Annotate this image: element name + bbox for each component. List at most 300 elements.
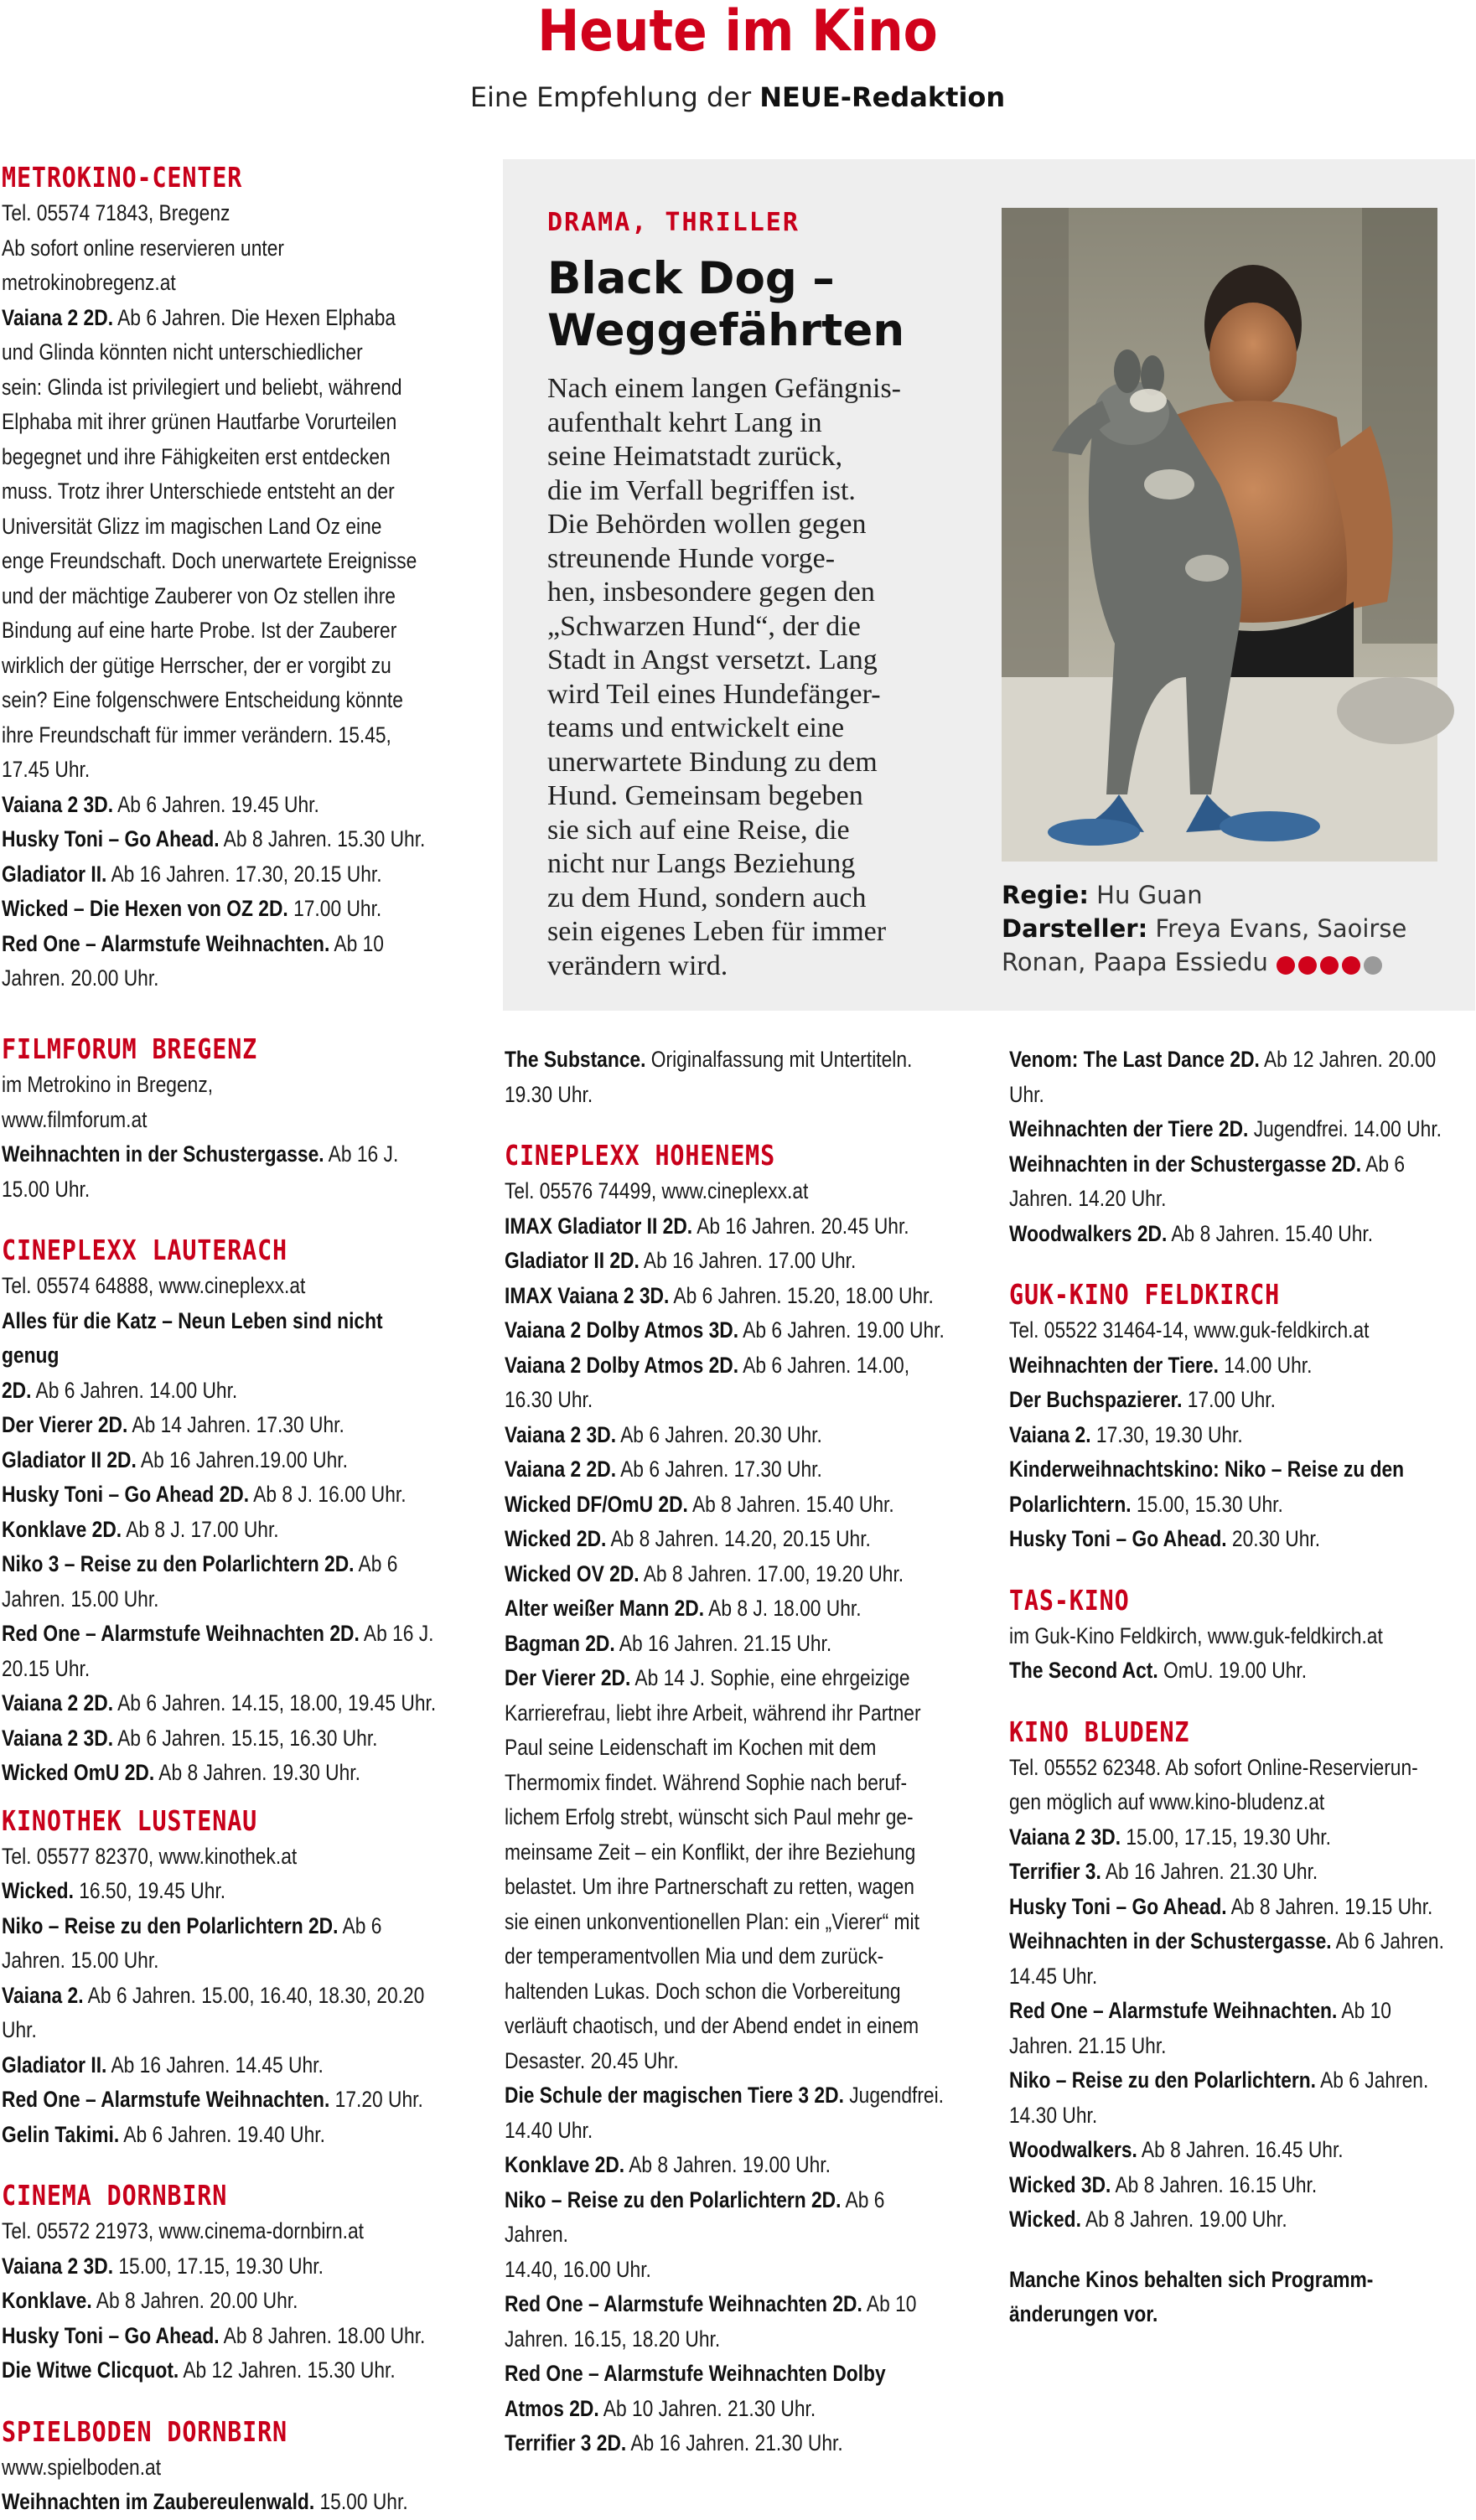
listing-line (1009, 1488, 1476, 1523)
listing-line (1009, 1217, 1476, 1252)
listing-text: Ab 8 Jahren. 19.00 Uhr. (624, 2152, 831, 2177)
listing-line (2, 788, 443, 823)
listing-line (505, 1522, 945, 1557)
listing-line (505, 1043, 945, 1078)
listing-text: Ab 12 Jahren. 20.00 (1259, 1047, 1437, 1072)
listing-text: Ab 8 Jahren. 19.00 Uhr. (1080, 2207, 1287, 2232)
listing-text: Ab 6 Jahren. 19.45 Uhr. (113, 791, 319, 817)
listing-text: 15.00, 17.15, 19.30 Uhr. (113, 2253, 324, 2279)
film-title: Vaiana 2 2D. (2, 304, 114, 330)
cinema-listing (2, 1269, 443, 1791)
listing-text: Ab 16 J. (359, 1621, 434, 1646)
film-title: Konklave. (2, 2288, 92, 2313)
listing-line (2, 649, 443, 684)
synopsis-line: teams und entwickelt eine (547, 712, 845, 743)
listing-text: Ab 10 Jahren. 21.30 Uhr. (598, 2395, 816, 2421)
synopsis-line: unerwartete Bindung zu dem (547, 746, 878, 778)
listing-text: 17.30, 19.30 Uhr. (1090, 1421, 1243, 1447)
film-title: Gelin Takimi. (2, 2121, 120, 2147)
film-title: Vaiana 2 2D. (2, 1690, 114, 1715)
listing-text: Ab 6 Jahren. 15.00, 16.40, 18.30, 20.20 (83, 1982, 425, 2008)
film-title: änderungen vor. (1009, 2301, 1158, 2326)
film-title: Wicked OmU 2D. (2, 1760, 155, 1785)
cinema-listing (2, 196, 443, 996)
film-title: Vaiana 2. (2, 1982, 84, 2008)
listing-text: Jahren. 16.15, 18.20 Uhr. (505, 2326, 721, 2352)
listing-line (2, 2485, 443, 2520)
film-title: Niko 3 – Reise zu den Polarlichtern 2D. (2, 1551, 355, 1576)
listing-text: Ab 16 Jahren. 17.00 Uhr. (639, 1248, 857, 1273)
synopsis-line: „Schwarzen Hund“, der die (547, 610, 861, 642)
listing-text: Ab 16 Jahren. 17.30, 20.15 Uhr. (106, 861, 382, 887)
film-title: Venom: The Last Dance 2D. (1009, 1047, 1260, 1072)
film-title: IMAX Gladiator II 2D. (505, 1213, 693, 1239)
listing-line (505, 1731, 945, 1766)
section-heading: CINEMA DORNBIRN (2, 2179, 228, 2212)
listing-text: 14.45 Uhr. (1009, 1963, 1098, 1989)
listing-line (505, 1870, 945, 1905)
film-title: Gladiator II. (2, 2052, 107, 2078)
listing-line (1009, 2133, 1476, 2168)
listing-text: Ab 6 Jahren. 15.15, 16.30 Uhr. (113, 1725, 378, 1751)
listing-line (1009, 1653, 1476, 1689)
listing-text: 15.00, 15.30 Uhr. (1131, 1491, 1283, 1517)
listing-text: 15.00 Uhr. (314, 2489, 408, 2514)
listing-text: Ab 14 J. Sophie, eine ehrgeizige (630, 1665, 910, 1690)
listing-text: Ab 6 Jahren. 14.15, 18.00, 19.45 Uhr. (113, 1690, 437, 1715)
listing-line (2, 231, 443, 266)
page-subtitle (0, 80, 1475, 114)
listing-text: Ab 6 (354, 1551, 398, 1576)
listing-text: Originalfassung mit Untertiteln. (645, 1047, 913, 1072)
film-title: Vaiana 2. (1009, 1421, 1091, 1447)
feature-title-line: Weggefährten (547, 305, 905, 356)
column-middle (505, 1043, 945, 2461)
listing-line (2, 335, 443, 370)
listing-line (1009, 1890, 1476, 1925)
feature-credits (1002, 878, 1454, 981)
listing-line (2, 1137, 443, 1207)
synopsis-line: aufenthalt kehrt Lang in (547, 406, 822, 438)
synopsis-line: hen, insbesondere gegen den (547, 577, 875, 608)
listing-line (1009, 1418, 1476, 1453)
listing-line (505, 1974, 945, 2010)
film-title: Vaiana 2 3D. (2, 791, 114, 817)
listing-text: Ab 8 Jahren. 14.20, 20.15 Uhr. (606, 1526, 871, 1551)
listing-text: Tel. 05576 74499, www.cineplexx.at (505, 1178, 809, 1203)
listing-line (505, 1174, 945, 1209)
listing-line (2, 2249, 443, 2285)
film-title: Manche Kinos behalten sich Programm- (1009, 2266, 1374, 2292)
listing-line (1009, 2263, 1476, 2298)
film-title: Vaiana 2 2D. (505, 1457, 617, 1482)
film-title: Niko – Reise zu den Polarlichtern 2D. (505, 2186, 842, 2212)
listing-text: Ab 6 (338, 1912, 382, 1938)
section-heading: FILMFORUM BREGENZ (2, 1032, 258, 1065)
listing-text: Karrierefrau, liebt ihre Arbeit, während ihr Partner (505, 1700, 921, 1726)
listing-text: wirklich der gütige Herrscher, der er vorgibt zu (2, 652, 391, 678)
column-left-bottom (2, 1031, 443, 2520)
listing-line (2, 1408, 443, 1443)
film-title: Terrifier 3 2D. (505, 2430, 627, 2455)
section-heading: METROKINO-CENTER (2, 161, 243, 194)
film-title: Woodwalkers 2D. (1009, 1220, 1168, 1246)
listing-line (2, 1874, 443, 1909)
listing-text: metrokinobregenz.at (2, 270, 176, 295)
listing-text: OmU. 19.00 Uhr. (1157, 1658, 1308, 1683)
listing-text: Thermomix findet. Während Sophie nach beruf- (505, 1769, 908, 1795)
film-title: Wicked OV 2D. (505, 1560, 640, 1586)
listing-line (2, 1513, 443, 1548)
section-heading: TAS-KINO (1009, 1583, 1130, 1617)
listing-text: Paul seine Leidenschaft im Kochen mit dem (505, 1735, 877, 1760)
listing-line (2, 1443, 443, 1478)
rating-dot-empty (1364, 956, 1382, 975)
listing-text: Ab 6 Jahren. (505, 2186, 885, 2247)
listing-text: Tel. 05574 64888, www.cineplexx.at (2, 1273, 306, 1298)
film-title: Kinderweihnachtskino: Niko – Reise zu den (1009, 1457, 1405, 1482)
rating-dots (1277, 947, 1385, 981)
film-title: Konklave 2D. (2, 1516, 122, 1542)
listing-line (2, 1756, 443, 1791)
listing-line (2, 1103, 443, 1138)
listing-line (505, 1209, 945, 1244)
listing-line (505, 1383, 945, 1418)
listing-line (1009, 1348, 1476, 1384)
listing-line (1009, 1522, 1476, 1557)
featured-film-box (503, 159, 1475, 1011)
synopsis-line: Die Behörden wollen gegen (547, 509, 867, 540)
listing-line (1009, 1043, 1476, 1078)
listing-line (2, 1477, 443, 1513)
listing-text: Ab 8 Jahren. 19.15 Uhr. (1226, 1893, 1433, 1919)
listing-text: Ab sofort online reservieren unter (2, 235, 284, 261)
listing-text: Ab 6 Jahren. (1316, 2067, 1429, 2093)
cinema-listing (2, 2450, 443, 2520)
listing-text: Ab 8 J. 16.00 Uhr. (249, 1482, 407, 1507)
director-line (1002, 878, 1454, 912)
listing-line (505, 1418, 945, 1453)
listing-text: Ab 6 (1361, 1151, 1406, 1177)
listing-line (2, 613, 443, 649)
listing-text: Universität Glizz im magischen Land Oz eine (2, 513, 382, 539)
listing-line (505, 1313, 945, 1348)
listing-line (1009, 2029, 1476, 2064)
listing-text: Uhr. (1009, 1081, 1044, 1107)
listing-text: Ab 16 Jahren. 21.15 Uhr. (614, 1630, 832, 1656)
film-title: Vaiana 2 3D. (2, 1725, 114, 1751)
listing-line (1009, 1147, 1476, 1182)
listing-text: haltenden Lukas. Doch schon die Vorbereitung (505, 1978, 901, 2004)
film-title: Niko – Reise zu den Polarlichtern 2D. (2, 1912, 339, 1938)
listing-line (2, 2353, 443, 2388)
listing-line (505, 2078, 945, 2114)
synopsis-line: nicht nur Langs Beziehung (547, 848, 856, 879)
film-title: Terrifier 3. (1009, 1859, 1101, 1884)
film-title: Weihnachten in der Schustergasse. (2, 1141, 324, 1167)
synopsis-line: Stadt in Angst versetzt. Lang (547, 644, 878, 675)
listing-line (505, 2009, 945, 2044)
listing-line (505, 2253, 945, 2288)
listing-line (505, 2114, 945, 2149)
listing-text: 17.00 Uhr. (287, 896, 382, 921)
film-still-illustration (1002, 208, 1437, 862)
film-title: Weihnachten der Tiere. (1009, 1352, 1219, 1378)
listing-text: Tel. 05577 82370, www.kinothek.at (2, 1843, 298, 1869)
listing-line (505, 1800, 945, 1835)
listing-line (505, 1766, 945, 1801)
listing-text: Ab 16 Jahren.19.00 Uhr. (136, 1446, 348, 1472)
cast-line (1002, 945, 1454, 981)
listing-text: verläuft chaotisch, und der Abend endet in einem (505, 2013, 919, 2038)
film-title: IMAX Vaiana 2 3D. (505, 1282, 670, 1308)
film-title: The Second Act. (1009, 1658, 1158, 1683)
cast-names: Freya Evans, Saoirse (1147, 914, 1407, 943)
listing-text: Ab 8 J. 18.00 Uhr. (704, 1596, 862, 1621)
listing-line (2, 196, 443, 231)
listing-text: Ab 16 Jahren. 21.30 Uhr. (1101, 1859, 1318, 1884)
listing-text: 16.50, 19.45 Uhr. (73, 1878, 226, 1903)
listing-text: im Guk-Kino Feldkirch, www.guk-feldkirch.at (1009, 1622, 1383, 1648)
listing-line (2, 1617, 443, 1652)
film-title: Atmos 2D. (505, 2395, 599, 2421)
listing-line (505, 1348, 945, 1384)
listing-text: Ab 16 Jahren. 21.30 Uhr. (626, 2430, 843, 2455)
synopsis-line: verändern wird. (547, 950, 728, 981)
listing-text: Ab 6 Jahren. (1331, 1928, 1444, 1953)
listing-text: Jahren. 21.15 Uhr. (1009, 2032, 1167, 2058)
listing-line (1009, 1078, 1476, 1113)
listing-line (2, 2083, 443, 2118)
film-title: Vaiana 2 Dolby Atmos 2D. (505, 1352, 739, 1378)
listing-line (1009, 2297, 1476, 2332)
listing-text: Ab 6 Jahren. 19.40 Uhr. (119, 2121, 325, 2147)
listing-line (2, 1943, 443, 1979)
listing-text: 20.15 Uhr. (2, 1655, 91, 1681)
rating-dot-filled (1298, 956, 1317, 975)
listing-line (2, 405, 443, 440)
listing-line (2, 370, 443, 406)
listing-line (505, 1591, 945, 1627)
cinema-listing (2, 2214, 443, 2388)
feature-genre: DRAMA, THRILLER (547, 208, 800, 237)
director-name: Hu Guan (1088, 881, 1203, 909)
listing-text: Ab 10 (1337, 1998, 1391, 2023)
listing-line (1009, 1619, 1476, 1654)
listing-text: www.filmforum.at (2, 1106, 148, 1132)
program-note (1009, 2263, 1476, 2332)
listing-text: 15.00, 17.15, 19.30 Uhr. (1121, 1824, 1331, 1850)
listing-line (505, 2322, 945, 2357)
listing-line (505, 2392, 945, 2427)
film-title: Weihnachten in der Schustergasse. (1009, 1928, 1332, 1953)
listing-text: Jahren. 15.00 Uhr. (2, 1948, 159, 1973)
listing-text: 14.40 Uhr. (505, 2117, 593, 2143)
film-title: Die Schule der magischen Tiere 3 2D. (505, 2083, 844, 2108)
listing-line (505, 1488, 945, 1523)
listing-line (2, 266, 443, 301)
listing-text: Jugendfrei. (843, 2083, 945, 2108)
listing-line (505, 2148, 945, 2183)
listing-line (1009, 1383, 1476, 1418)
film-title: Weihnachten in der Schustergasse 2D. (1009, 1151, 1362, 1177)
listing-text: 14.00 Uhr. (1218, 1352, 1313, 1378)
cinema-listing (1009, 1751, 1476, 2238)
listing-line (2, 1374, 443, 1409)
synopsis-line: sein eigenes Leben für immer (547, 916, 887, 947)
director-label: Regie: (1002, 881, 1089, 909)
listing-line (2, 2013, 443, 2048)
listing-line (1009, 2168, 1476, 2203)
listing-text: 19.30 Uhr. (505, 1081, 593, 1107)
cast-label: Darsteller: (1002, 914, 1148, 943)
listing-line (2, 753, 443, 788)
listing-text: Tel. 05572 21973, www.cinema-dornbirn.at (2, 2218, 365, 2243)
listing-line (505, 1939, 945, 1974)
listing-line (1009, 1313, 1476, 1348)
film-title: Husky Toni – Go Ahead 2D. (2, 1482, 250, 1507)
listing-text: muss. Trotz ihrer Unterschiede entsteht an der (2, 479, 395, 504)
film-title: Red One – Alarmstufe Weihnachten. (2, 2087, 330, 2112)
listing-line (2, 2048, 443, 2083)
cast-line (1002, 912, 1454, 945)
listing-text: Ab 16 Jahren. 20.45 Uhr. (692, 1213, 909, 1239)
listing-line (2, 892, 443, 927)
cinema-listing (1009, 1043, 1476, 1251)
listing-line (2, 1269, 443, 1304)
film-title: Vaiana 2 Dolby Atmos 3D. (505, 1317, 739, 1343)
listing-text: 17.20 Uhr. (329, 2087, 423, 2112)
section-heading: KINOTHEK LUSTENAU (2, 1803, 258, 1837)
listing-line (1009, 1994, 1476, 2029)
listing-text: Ab 8 Jahren. 16.45 Uhr. (1137, 2137, 1344, 2162)
listing-text: Jahren. 14.20 Uhr. (1009, 1186, 1167, 1211)
film-title: Wicked – Die Hexen von OZ 2D. (2, 896, 288, 921)
film-title: The Substance. (505, 1047, 646, 1072)
listing-text: begegnet und ihre Fähigkeiten erst entdecken (2, 443, 391, 469)
film-title: Gladiator II 2D. (2, 1446, 137, 1472)
film-title: Vaiana 2 3D. (505, 1421, 617, 1447)
listing-line (2, 1068, 443, 1103)
film-title: Red One – Alarmstufe Weihnachten Dolby (505, 2361, 886, 2386)
film-title: Der Vierer 2D. (2, 1412, 128, 1437)
listing-text: 17.00 Uhr. (1182, 1387, 1276, 1412)
listing-line (2, 1686, 443, 1721)
film-still-image (1002, 208, 1437, 862)
listing-text: Bindung auf eine harte Probe. Ist der Zauberer (2, 618, 397, 643)
listing-text: Ab 8 Jahren. 15.40 Uhr. (1167, 1220, 1374, 1246)
rating-dot-filled (1320, 956, 1339, 975)
film-title: Weihnachten im Zaubereulenwald. (2, 2489, 315, 2514)
film-title: Husky Toni – Go Ahead. (2, 826, 220, 851)
film-title: 2D. (2, 1377, 32, 1403)
listing-line (505, 1905, 945, 1940)
film-title: Der Vierer 2D. (505, 1665, 631, 1690)
subtitle-brand: NEUE-Redaktion (759, 81, 1006, 113)
listing-text: Ab 6 Jahren. 15.20, 18.00 Uhr. (669, 1282, 934, 1308)
listing-text: Tel. 05552 62348. Ab sofort Online-Reservierun- (1009, 1754, 1418, 1780)
listing-line (1009, 1959, 1476, 1995)
film-title: Woodwalkers. (1009, 2137, 1137, 2162)
listing-line (2, 1840, 443, 1875)
listing-text: Tel. 05574 71843, Bregenz (2, 200, 230, 225)
subtitle-prefix: Eine Empfehlung der (469, 81, 760, 113)
listing-line (2, 474, 443, 510)
film-title: Wicked DF/OmU 2D. (505, 1491, 688, 1517)
listing-line (1009, 1452, 1476, 1488)
listing-line (1009, 1820, 1476, 1855)
listing-text: Ab 8 Jahren. 19.30 Uhr. (154, 1760, 360, 1785)
listing-text: Ab 6 Jahren. 20.30 Uhr. (616, 1421, 822, 1447)
listing-line (1009, 1785, 1476, 1820)
listing-text: Ab 12 Jahren. 15.30 Uhr. (179, 2357, 396, 2383)
listing-line (2, 2450, 443, 2486)
listing-line (1009, 2202, 1476, 2238)
listing-line (2, 1547, 443, 1582)
cinema-listing (1009, 1313, 1476, 1557)
listing-line (2, 579, 443, 614)
listing-text: im Metrokino in Bregenz, (2, 1072, 214, 1097)
film-title: Husky Toni – Go Ahead. (1009, 1526, 1227, 1551)
listing-line (505, 1078, 945, 1113)
synopsis-line: streunende Hunde vorge- (547, 542, 836, 574)
listing-text: Ab 6 Jahren. Die Hexen Elphaba (113, 304, 396, 330)
listing-text: Ab 8 Jahren. 15.40 Uhr. (687, 1491, 894, 1517)
listing-line (505, 1661, 945, 1696)
listing-text: Ab 6 Jahren. 19.00 Uhr. (738, 1317, 945, 1343)
listing-line (2, 1304, 443, 1374)
listing-line (2, 857, 443, 893)
listing-text: Elphaba mit ihrer grünen Hautfarbe Vorurteilen (2, 409, 397, 434)
listing-text: lichem Erfolg strebt, wünscht sich Paul mehr ge- (505, 1804, 914, 1829)
listing-text: Ab 16 Jahren. 14.45 Uhr. (106, 2052, 324, 2078)
listing-line (505, 2426, 945, 2461)
film-title: Wicked. (2, 1878, 74, 1903)
listing-text: und Glinda könnten nicht unterschiedlicher (2, 339, 363, 365)
listing-text: Ab 6 Jahren. 14.00 Uhr. (31, 1377, 238, 1403)
feature-synopsis (547, 372, 1017, 983)
listing-text: Ab 6 Jahren. 17.30 Uhr. (616, 1457, 822, 1482)
film-title: Alter weißer Mann 2D. (505, 1596, 705, 1621)
film-title: Die Witwe Clicquot. (2, 2357, 179, 2383)
listing-line (505, 1696, 945, 1731)
listing-text: ihre Freundschaft für immer verändern. 15.45, (2, 722, 391, 748)
listing-line (2, 2118, 443, 2153)
listing-text: 20.30 Uhr. (1226, 1526, 1321, 1551)
listing-text: Ab 6 Jahren. 14.00, (738, 1352, 910, 1378)
listing-text: 14.40, 16.00 Uhr. (505, 2256, 651, 2282)
film-title: Red One – Alarmstufe Weihnachten 2D. (505, 2291, 862, 2316)
cinema-listing (505, 1174, 945, 2461)
listing-text: Ab 8 Jahren. 20.00 Uhr. (91, 2288, 298, 2313)
listing-line (1009, 2063, 1476, 2098)
listing-text: Tel. 05522 31464-14, www.guk-feldkirch.at (1009, 1317, 1370, 1343)
listing-text: 16.30 Uhr. (505, 1387, 593, 1412)
listing-text: Ab 8 J. 17.00 Uhr. (122, 1516, 279, 1542)
listing-line (505, 1557, 945, 1592)
feature-title (547, 253, 966, 357)
synopsis-line: sie sich auf eine Reise, die (547, 814, 850, 846)
section-heading: CINEPLEXX LAUTERACH (2, 1234, 287, 1266)
synopsis-line: seine Heimatstadt zurück, (547, 441, 843, 472)
column-right (1009, 1043, 1476, 2332)
listing-text: Jugendfrei. 14.00 Uhr. (1248, 1116, 1442, 1141)
listing-text: sie einen unkonventionellen Plan: ein „Vierer“ mit (505, 1908, 919, 1934)
listing-text: sein? Eine folgenschwere Entscheidung könnte (2, 687, 403, 712)
section-heading: GUK-KINO FELDKIRCH (1009, 1278, 1281, 1311)
column-left-top (2, 159, 443, 996)
listing-text: Uhr. (2, 2017, 37, 2042)
